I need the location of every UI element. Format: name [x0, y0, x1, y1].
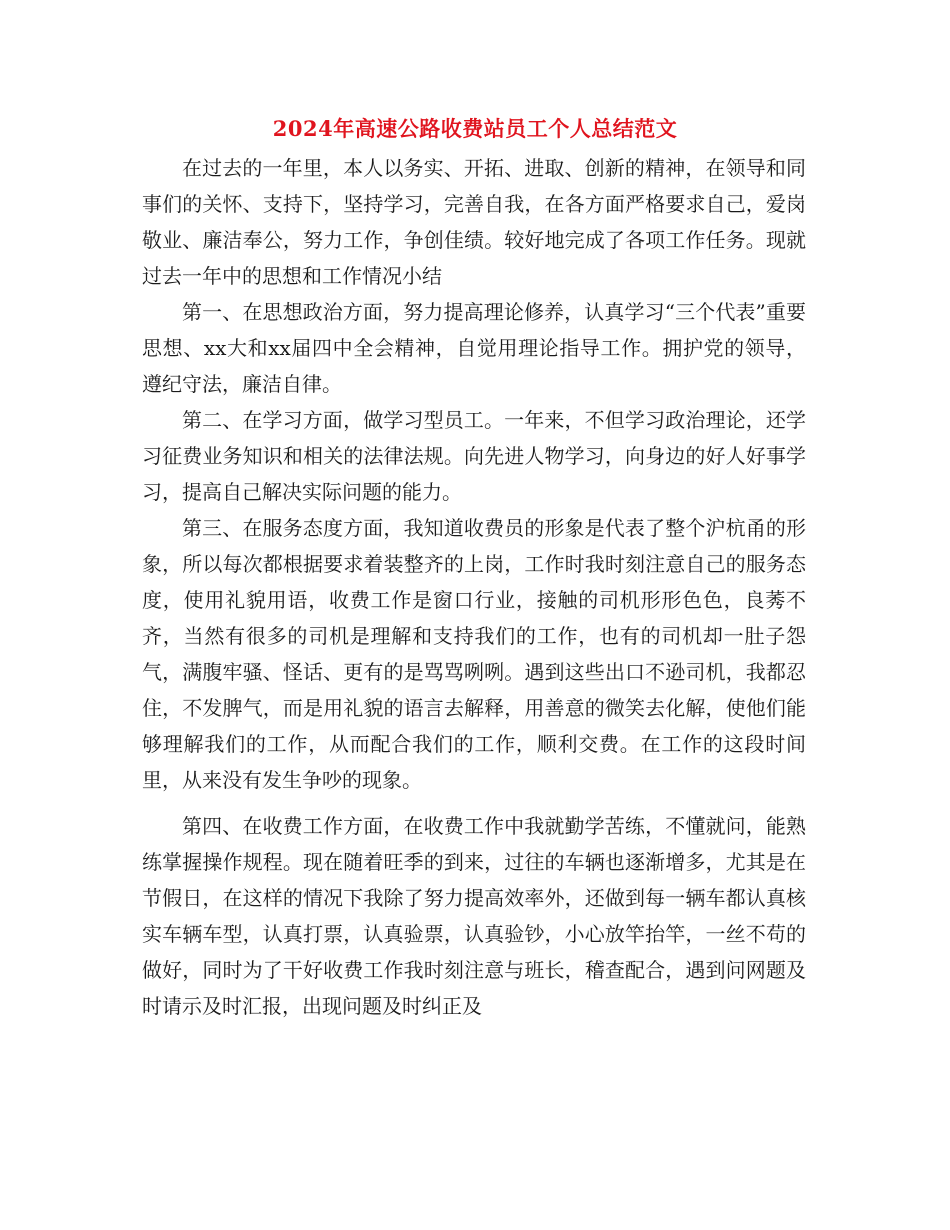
document-body [142, 150, 806, 1024]
paragraph-study: 第二、在学习方面，做学习型员工。一年来，不但学习政治理论，还学习征费业务知识和相关的法律法规。向先进人物学习，向身边的好人好事学习，提高自己解决实际问题的能力。 [142, 408, 806, 504]
paragraph-service: 第三、在服务态度方面，我知道收费员的形象是代表了整个沪杭甬的形象，所以每次都根据要求着装整齐的上岗，工作时我时刻注意自己的服务态度，使用礼貌用语，收费工作是窗口行业，接触的司机形形色色，良莠不齐，当然有很多的司机是理解和支持我们的工作，也有的司机却一肚子怨气，满腹牢骚、怪话、更有的是骂骂咧咧。遇到这些出口不逊司机，我都忍住，不发脾气，而是用礼貌的语言去解释，用善意的微笑去化解，使他们能够理解我们的工作，从而配合我们的工作，顺利交费。在工作的这段时间里，从来没有发生争吵的现象。 [142, 516, 806, 792]
document-title: 2024年高速公路收费站员工个人总结范文 [272, 116, 678, 141]
paragraph-intro: 在过去的一年里，本人以务实、开拓、进取、创新的精神，在领导和同事们的关怀、支持下，坚持学习，完善自我，在各方面严格要求自己，爱岗敬业、廉洁奉公，努力工作，争创佳绩。较好地完成了各项工作任务。现就过去一年中的思想和工作情况小结 [142, 156, 806, 288]
paragraph-political: 第一、在思想政治方面，努力提高理论修养，认真学习“三个代表”重要思想、xx大和xx届四中全会精神，自觉用理论指导工作。拥护党的领导，遵纪守法，廉洁自律。 [142, 300, 806, 396]
paragraph-toll-work: 第四、在收费工作方面，在收费工作中我就勤学苦练，不懂就问，能熟练掌握操作规程。现在随着旺季的到来，过往的车辆也逐渐增多，尤其是在节假日，在这样的情况下我除了努力提高效率外，还做到每一辆车都认真核实车辆车型，认真打票，认真验票，认真验钞，小心放竿抬竿，一丝不苟的做好，同时为了干好收费工作我时刻注意与班长，稽查配合，遇到问网题及时请示及时汇报，出现问题及时纠正及 [142, 814, 806, 1018]
